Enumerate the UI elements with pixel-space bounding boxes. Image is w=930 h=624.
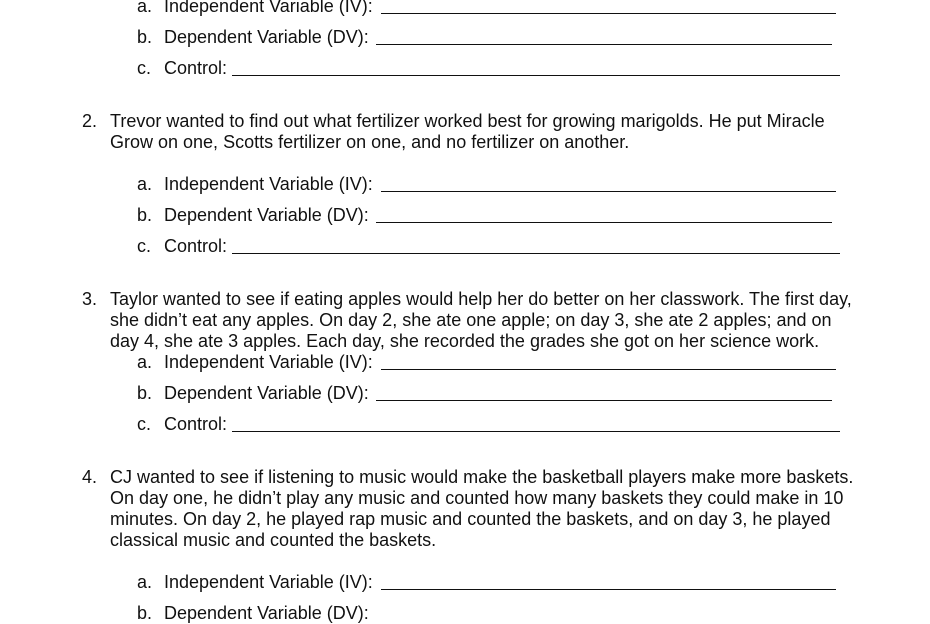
- item-label: Control:: [164, 236, 228, 256]
- item-label: Control:: [164, 58, 228, 78]
- item-letter: b.: [137, 383, 153, 403]
- question-text: she didn’t eat any apples. On day 2, she ate one apple; on day 3, she ate 2 apples; and on: [110, 310, 832, 330]
- answer-blank-control[interactable]: [232, 75, 840, 76]
- item-letter: c.: [137, 236, 152, 256]
- question-text: classical music and counted the baskets.: [110, 530, 437, 550]
- question-number: 2.: [82, 111, 98, 131]
- question-text: On day one, he didn’t play any music and counted how many baskets they could make in 10: [110, 488, 844, 508]
- item-letter: b.: [137, 205, 153, 225]
- question-text: minutes. On day 2, he played rap music and counted the baskets, and on day 3, he played: [110, 509, 831, 529]
- question-number: 3.: [82, 289, 98, 309]
- question-number: 4.: [82, 467, 98, 487]
- answer-blank-control[interactable]: [232, 431, 840, 432]
- item-letter: c.: [137, 58, 152, 78]
- answer-blank-control[interactable]: [232, 253, 840, 254]
- answer-blank-iv[interactable]: [381, 589, 836, 590]
- item-label: Independent Variable (IV):: [164, 0, 373, 16]
- item-label: Dependent Variable (DV):: [164, 205, 369, 225]
- item-letter: a.: [137, 174, 153, 194]
- item-letter: a.: [137, 352, 153, 372]
- item-letter: a.: [137, 0, 153, 16]
- answer-blank-dv[interactable]: [376, 222, 832, 223]
- item-label: Dependent Variable (DV):: [164, 383, 369, 403]
- question-text: day 4, she ate 3 apples. Each day, she recorded the grades she got on her science work.: [110, 331, 820, 351]
- item-letter: b.: [137, 27, 153, 47]
- question-text: CJ wanted to see if listening to music would make the basketball players make more baskets.: [110, 467, 854, 487]
- item-label: Dependent Variable (DV):: [164, 603, 369, 623]
- item-label: Control:: [164, 414, 228, 434]
- question-text: Grow on one, Scotts fertilizer on one, and no fertilizer on another.: [110, 132, 630, 152]
- answer-blank-iv[interactable]: [381, 13, 836, 14]
- item-label: Independent Variable (IV):: [164, 572, 373, 592]
- item-label: Dependent Variable (DV):: [164, 27, 369, 47]
- item-label: Independent Variable (IV):: [164, 174, 373, 194]
- question-text: Trevor wanted to find out what fertilizer worked best for growing marigolds. He put Miracle: [110, 111, 825, 131]
- item-label: Independent Variable (IV):: [164, 352, 373, 372]
- answer-blank-dv[interactable]: [376, 44, 832, 45]
- item-letter: c.: [137, 414, 152, 434]
- question-text: Taylor wanted to see if eating apples would help her do better on her classwork. The first day,: [110, 289, 852, 309]
- answer-blank-iv[interactable]: [381, 369, 836, 370]
- item-letter: a.: [137, 572, 153, 592]
- answer-blank-dv[interactable]: [376, 400, 832, 401]
- answer-blank-iv[interactable]: [381, 191, 836, 192]
- item-letter: b.: [137, 603, 153, 623]
